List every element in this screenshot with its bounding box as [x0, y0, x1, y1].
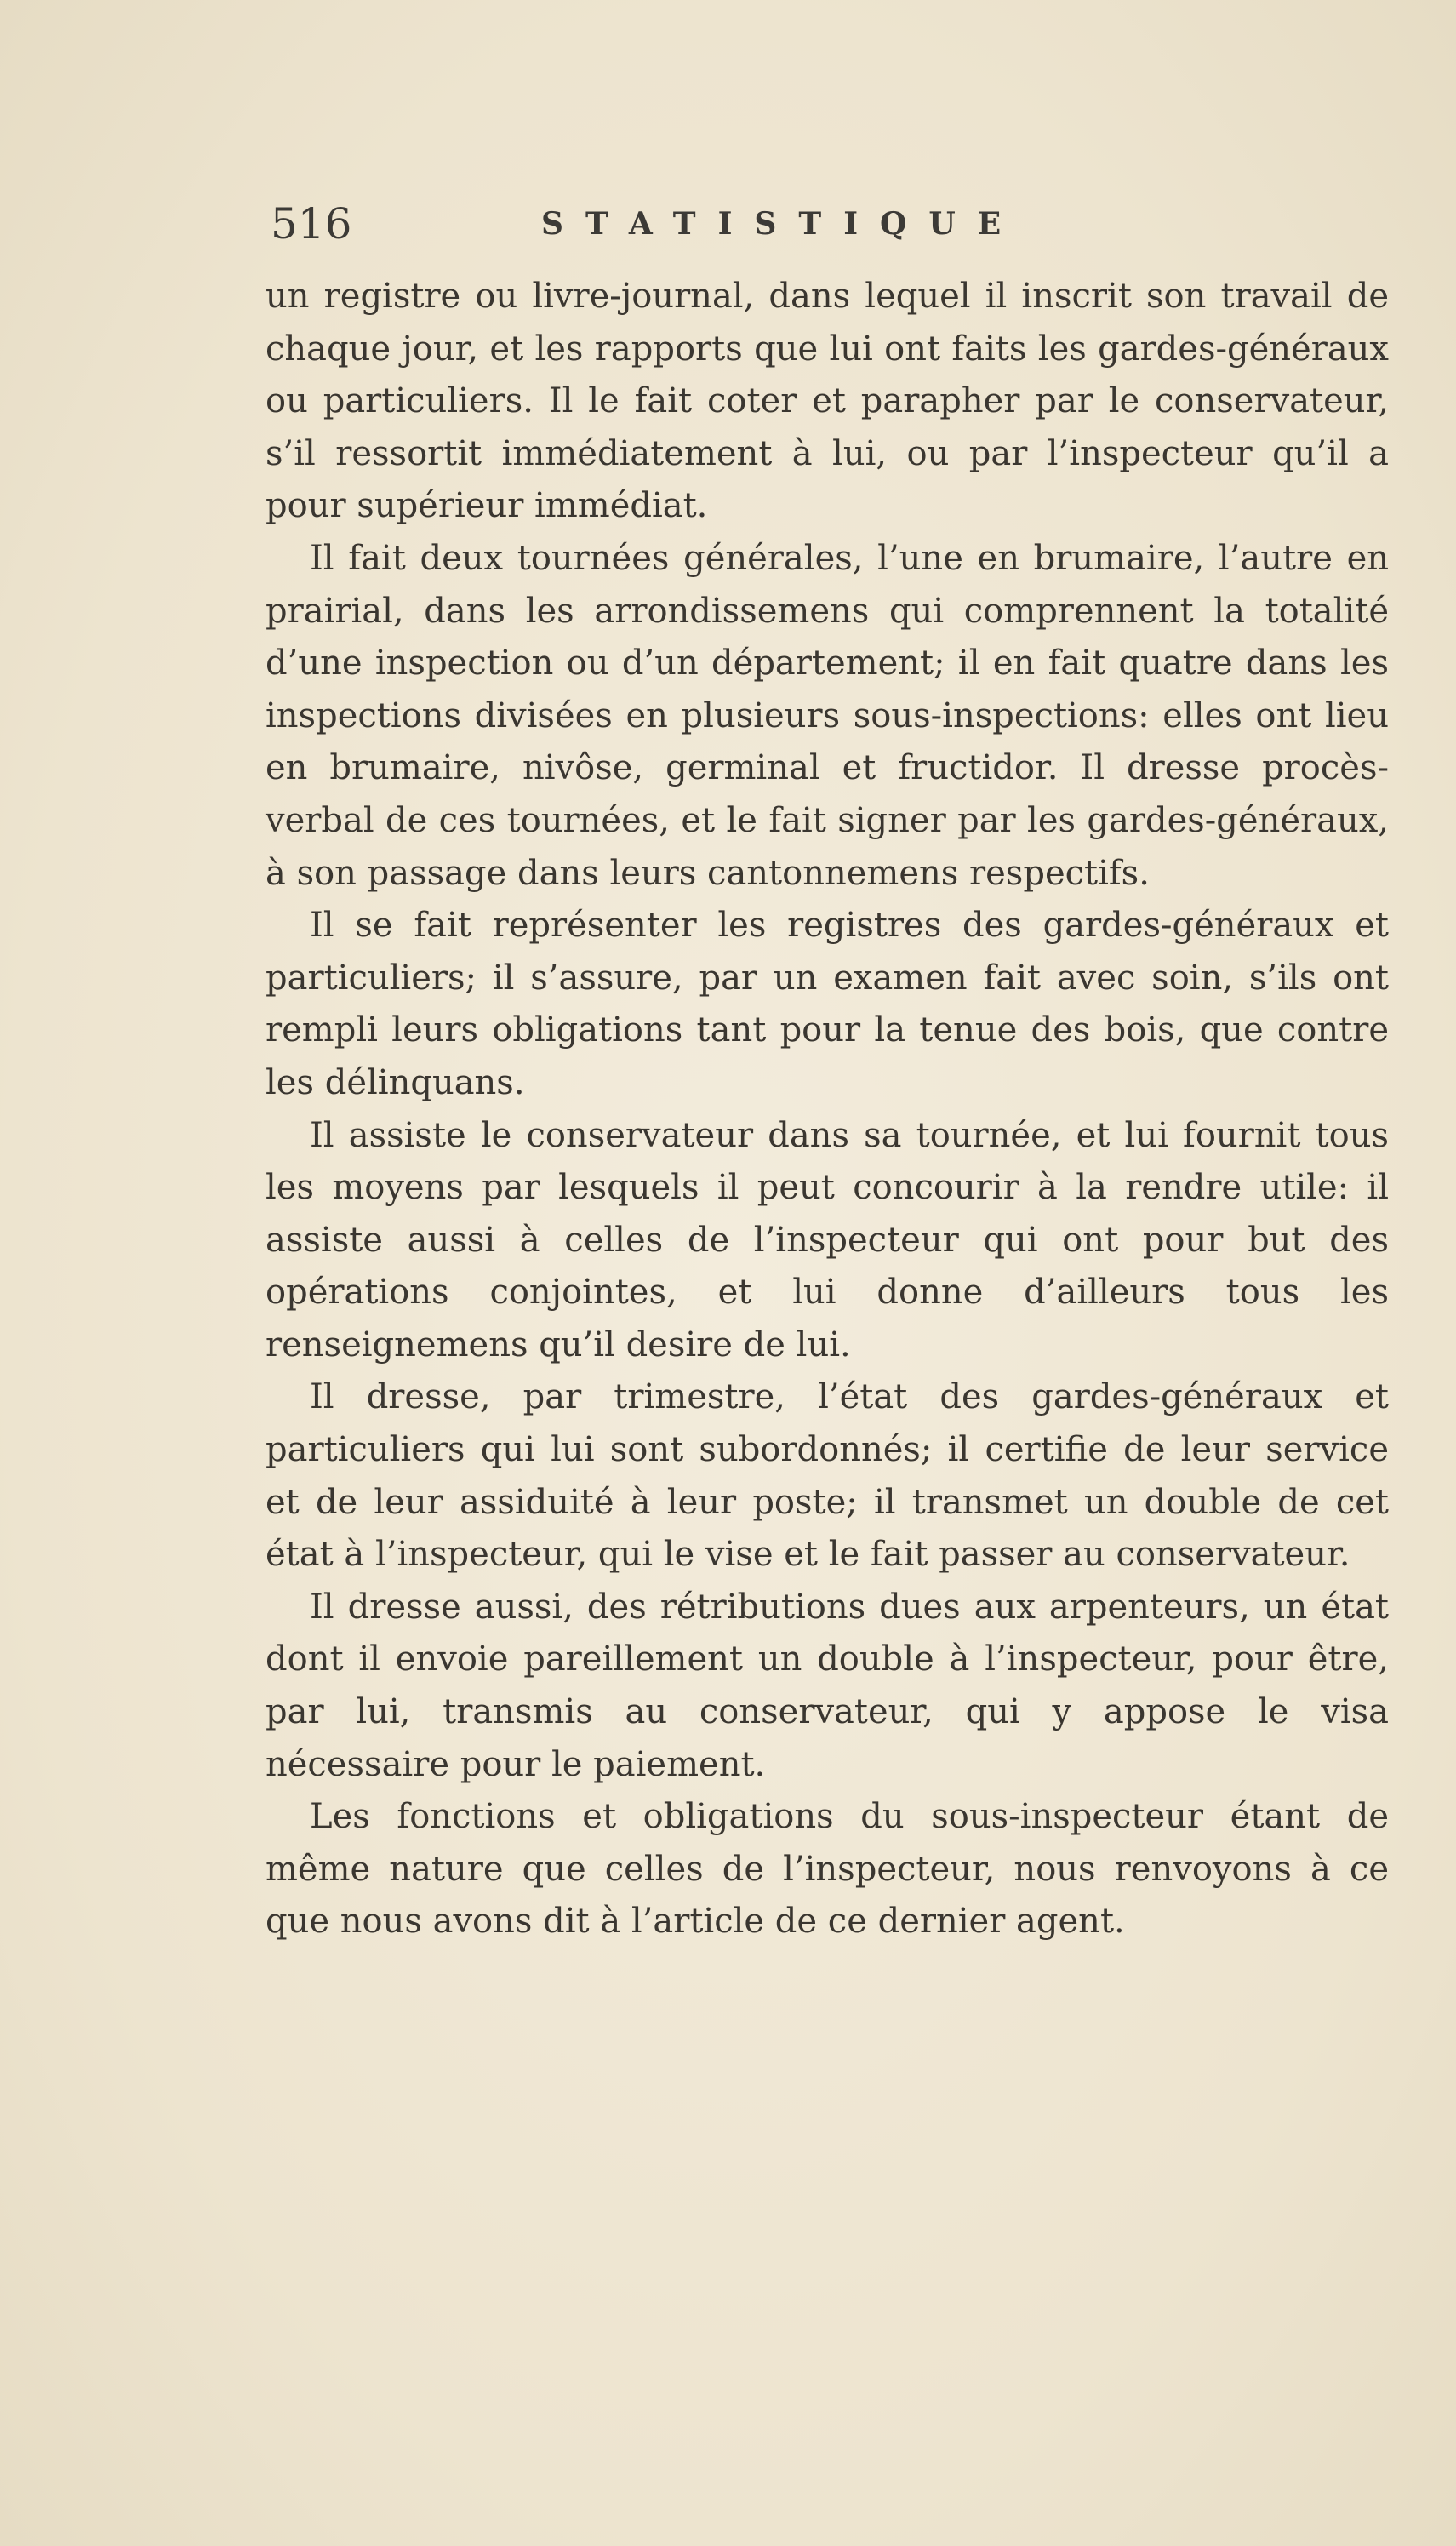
page-number: 516: [271, 199, 352, 249]
paragraph: Il fait deux tournées générales, l’une en brumaire, l’autre en prairial, dans les arrondissemens qui comprennent la totalité d’une inspection ou d’un département; il en fait quatre dans les inspections divisées en plusieurs sous-inspections: elles ont lieu en brumaire, nivôse, germinal et fructidor. Il dresse procès-verbal de ces tournées, et le fait signer par les gardes-généraux, à son passage dans leurs cantonnemens respectifs.: [266, 538, 1389, 893]
paragraph-continued: un registre ou livre-journal, dans lequel il inscrit son travail de chaque jour, et les rapports que lui ont faits les gardes-généraux ou particuliers. Il le fait coter et parapher par le conservateur, s’il ressortit immédiatement à lui, ou par l’inspecteur qu’il a pour supérieur immédiat.: [266, 277, 1389, 526]
body-text: [266, 271, 1389, 1948]
paragraph: Il se fait représenter les registres des gardes-généraux et particuliers; il s’assure, par un examen fait avec soin, s’ils ont rempli leurs obligations tant pour la tenue des bois, que contre les délinquans.: [266, 906, 1389, 1102]
paragraph: Il dresse, par trimestre, l’état des gardes-généraux et particuliers qui lui sont subordonnés; il certifie de leur service et de leur assiduité à leur poste; il transmet un double de cet état à l’inspecteur, qui le vise et le fait passer au conservateur.: [266, 1377, 1389, 1575]
paragraph: Il assiste le conservateur dans sa tournée, et lui fournit tous les moyens par lesquels il peut concourir à la rendre utile: il assiste aussi à celles de l’inspecteur qui ont pour but des opérations conjointes, et lui donne d’ailleurs tous les renseignemens qu’il desire de lui.: [266, 1115, 1389, 1365]
page-header: [271, 194, 1088, 254]
paragraph: Les fonctions et obligations du sous-inspecteur étant de même nature que celles de l’inspecteur, nous renvoyons à ce que nous avons dit à l’article de ce dernier agent.: [266, 1797, 1389, 1942]
running-title: STATISTIQUE: [541, 206, 1024, 242]
paragraph: Il dresse aussi, des rétributions dues aux arpenteurs, un état dont il envoie pareillement un double à l’inspecteur, pour être, par lui, transmis au conservateur, qui y appose le visa nécessaire pour le paiement.: [266, 1587, 1389, 1784]
